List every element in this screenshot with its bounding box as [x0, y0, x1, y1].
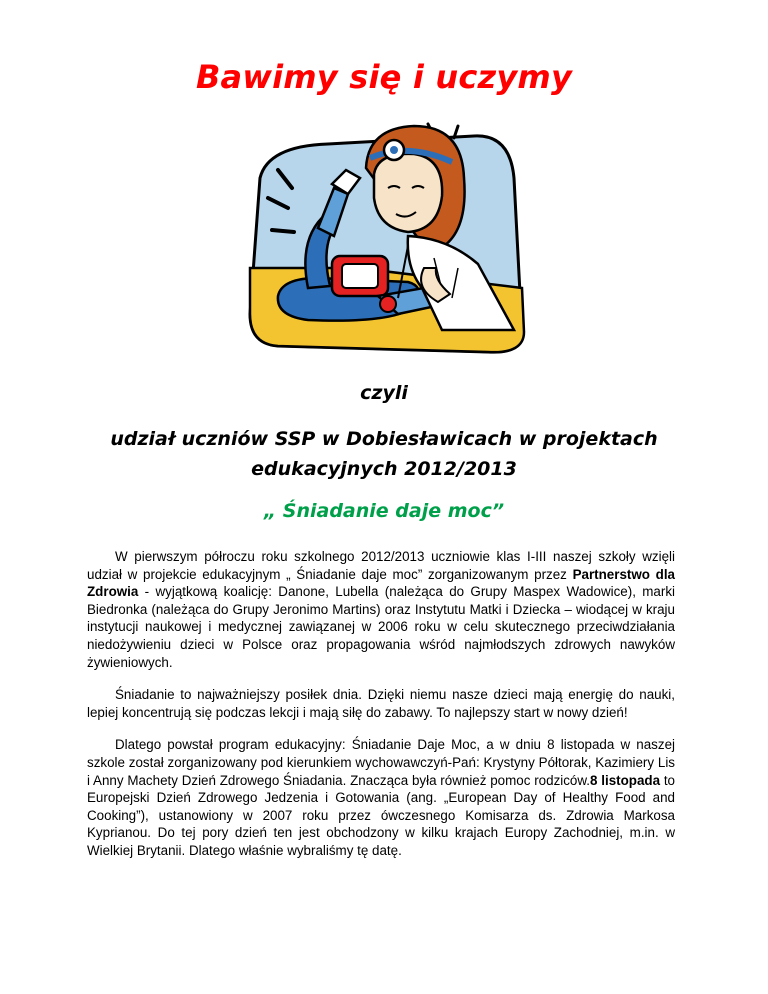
page-title: Bawimy się i uczymy — [195, 58, 573, 96]
subtitle — [0, 424, 768, 484]
project-name: „ Śniadanie daje moc” — [263, 500, 505, 522]
paragraph-1 — [87, 548, 675, 671]
paragraph-1-text-a: W pierwszym półroczu roku szkolnego 2012/2013 uczniowie klas I-III naszej szkoły wzięli udział w projekcie edukacyjnym „ Śniadanie daje moc” zorganizowanym przez — [87, 549, 675, 582]
paragraph-1-bold: Partnerstwo dla Zdrowia — [87, 566, 675, 600]
czyli-heading: czyli — [360, 382, 408, 404]
scientist-with-microscope-icon — [238, 118, 528, 358]
paragraph-3 — [87, 736, 675, 859]
paragraph-3-text-a: Dlatego powstał program edukacyjny: Śniadanie Daje Moc, a w dniu 8 listopada w naszej szkole został zorganizowany pod kierunkiem wychowawczyń-Pań: Krystyny Półtorak, Kazimiery Lis i Anny Machety Dzień Zdrowego Śniadania. Znacząca była również pomoc rodziców. — [87, 737, 675, 788]
subtitle-line-2: edukacyjnych 2012/2013 — [251, 458, 517, 480]
article-body — [87, 548, 675, 875]
paragraph-2: Śniadanie to najważniejszy posiłek dnia. Dzięki niemu nasze dzieci mają energię do nauki, lepiej koncentrują się podczas lekcji i mają siłę do zabawy. To najlepszy start w nowy dzień! — [87, 687, 675, 720]
paragraph-3-bold: 8 listopada — [590, 772, 661, 788]
subtitle-line-1: udział uczniów SSP w Dobiesławicach w projektach — [110, 428, 658, 450]
paragraph-1-text-b: - wyjątkową koalicję: Danone, Lubella (należąca do Grupy Maspex Wadowice), marki Biedronka (należąca do Grupy Jeronimo Martins) oraz Instytutu Matki i Dziecka – wiodącej w kraju instytucji naukowej i medycznej zawiązanej w 2006 roku w celu skutecznego przeciwdziałania niedożywieniu dzieci w Polsce oraz propagowania wśród najmłodszych zdrowych nawyków żywieniowych. — [87, 584, 675, 670]
paragraph-3-text-b: to Europejski Dzień Zdrowego Jedzenia i Gotowania (ang. „European Day of Healthy Food and Cooking”), ustanowiony w 2007 roku przez ówczesnego Komisarza ds. Zdrowia Markosa Kyprianou. Do tej pory dzień ten jest obchodzony w kilku krajach Europy Zachodniej, m.in. w Wielkiej Brytanii. Dlatego właśnie wybraliśmy tę datę. — [87, 772, 675, 858]
